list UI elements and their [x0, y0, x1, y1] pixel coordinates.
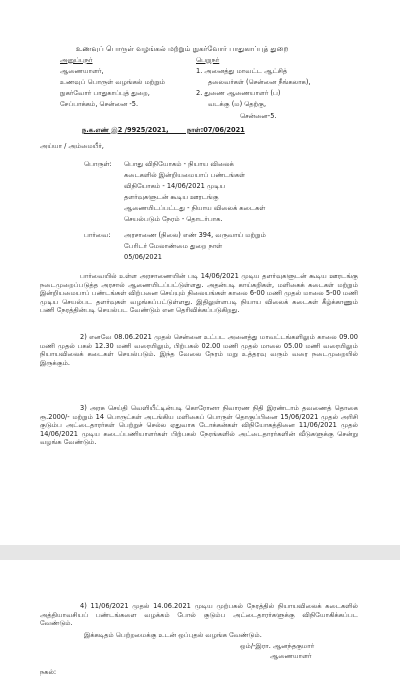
paragraph-4: 4) 11/06/2021 முதல் 14.06.2021 முடிய முற்பகல் நேரத்தில் நியாயவிலைக் கடைகளில் அத்தியாவசியப் பண்டங்களை வழக்கம் போல் குடும்ப அட்டைதாரர்களுக்கு விநியோகிக்கப்பட வேண்டும். — [40, 602, 358, 628]
subject-line: ஆணையிடப்பட்டது - நியாய விலைக் கடைகள் — [124, 204, 266, 212]
from-line: நுகர்வோர் பாதுகாப்புத் துறை, — [60, 89, 150, 97]
to-line: 1. அனைத்து மாவட்ட ஆட்சித் — [196, 67, 288, 75]
paragraph-2: 2) எனவே 08.06.2021 முதல் சென்னை உட்பட அனைத்து மாவட்டங்களிலும் காலை 09.00 மணி முதல் பகல் 12.30 மணி வரையிலும், பிற்பகல் 02.00 மணி முதல் மாலை 05.00 மணி வரையிலும் நியாயவிலைக் கடைகள் செயல்படும். இந்த வேலை நேரம் மறு உத்தரவு வரும் வரை நடைமுறையில் இருக்கும். — [40, 333, 358, 367]
from-label: அனுப்புநர் — [60, 56, 93, 64]
subject-label: பொருள்: — [84, 160, 112, 168]
signature-title: ஆணையாளர் — [270, 652, 312, 660]
reference-label: பார்வை: — [84, 231, 111, 239]
to-label: பெறுநர் — [196, 56, 220, 64]
salutation: அய்யா / அம்மையீர், — [40, 142, 104, 150]
subject-line: பொது விநியோகம் - நியாய விலைக் — [124, 160, 234, 168]
letter-page-2 — [0, 560, 400, 690]
subject-line: கடைகளில் இன்றியமையாப் பண்டங்கள் — [124, 171, 246, 179]
reference-line: அரசாணை (நிலை) எண் 394, வருவாய் மற்றும் — [124, 231, 266, 239]
subject-line: விநியோகம் - 14/06/2021 முடிய — [124, 182, 226, 190]
department-title: உணவுப் பொருள் வழங்கல் மற்றும் நுகர்வோர் பாதுகாப்புத் துறை — [76, 44, 289, 53]
from-line: சேப்பாக்கம், சென்னை -5. — [60, 100, 139, 108]
reference-number-line: ந.க.எண் இ2 /9925/2021, நாள்:07/06/2021 — [82, 126, 245, 134]
paragraph-1: பார்வையில் உள்ள அரசாணையின் படி 14/06/2021 முடிய தளர்வுகளுடன் கூடிய ஊரடங்கு நடைமுறைப்படுத்த அரசால் ஆணையிடப்பட்டுள்ளது. அதன்படி காய்கறிகள், மளிகைக் கடைகள் மற்றும் இன்றியமையாப் பண்டங்கள் விற்பனை செய்யும் நிலையங்கள் காலை 6-00 மணி முதல் மாலை 5-00 மணி முடிய செயல்பட தளர்வுகள் வழங்கப்பட்டுள்ளது. இதிலுள்ளபடி நியாய விலைக் கடைகள் கீழ்க்காணும் பணி நேரத்தின்படி செயல்பட வேண்டும் என தெரிவிக்கப்படுகிறது. — [40, 272, 359, 315]
from-line: உணவுப் பொருள் வழங்கல் மற்றும் — [60, 78, 166, 86]
to-line: சென்னை-5. — [240, 112, 277, 120]
copy-label: நகல்: — [40, 668, 57, 676]
subject-line: தளர்வுகளுடன் கூடிய ஊரடங்கு — [124, 193, 219, 201]
from-line: ஆணையாளர், — [60, 67, 104, 75]
acknowledgement-line: இக்கடிதம் பெற்றமைக்கு உடன் ஒப்புதல் வழங்க வேண்டும். — [84, 631, 262, 639]
to-line: 2. துணை ஆணையாளர் (ப) — [196, 89, 281, 97]
paragraph-3: 3) அரசு செய்தி வெளியீட்டின்படி கொரோனா நிவாரண நிதி இரண்டாம் தவணைத் தொகை ரூ.2000/- மற்றும் 14 பொருட்கள் அடங்கிய மளிகைப் பொருள் தொகுப்பினை 15/06/2021 முதல் அரிசி குடும்ப அட்டைதாரர்கள் பெற்றுச் செல்ல ஏதுவாக டோக்கன்கள் விநியோகத்தினை 11/06/2021 முதல் 14/06/2021 முடிய கடைப்பணியாளர்கள் பிற்பகல் நேரங்களில் அட்டைதாரர்களின் வீடுகளுக்கு சென்று வழங்க வேண்டும். — [40, 404, 358, 447]
subject-line: செயல்படும் நேரம் - தொடர்பாக. — [124, 215, 223, 223]
reference-line: 05/06/2021 — [124, 253, 163, 261]
signature-name: ஒம்/-இரா. ஆனந்தகுமார் — [240, 642, 315, 650]
to-line: தலைவர்கள் (சென்னை நீங்கலாக), — [208, 78, 311, 86]
reference-line: பேரிடர் மேலாண்மை துறை நாள் — [124, 242, 223, 250]
to-line: வடக்கு (ம) தெற்கு, — [208, 100, 267, 108]
